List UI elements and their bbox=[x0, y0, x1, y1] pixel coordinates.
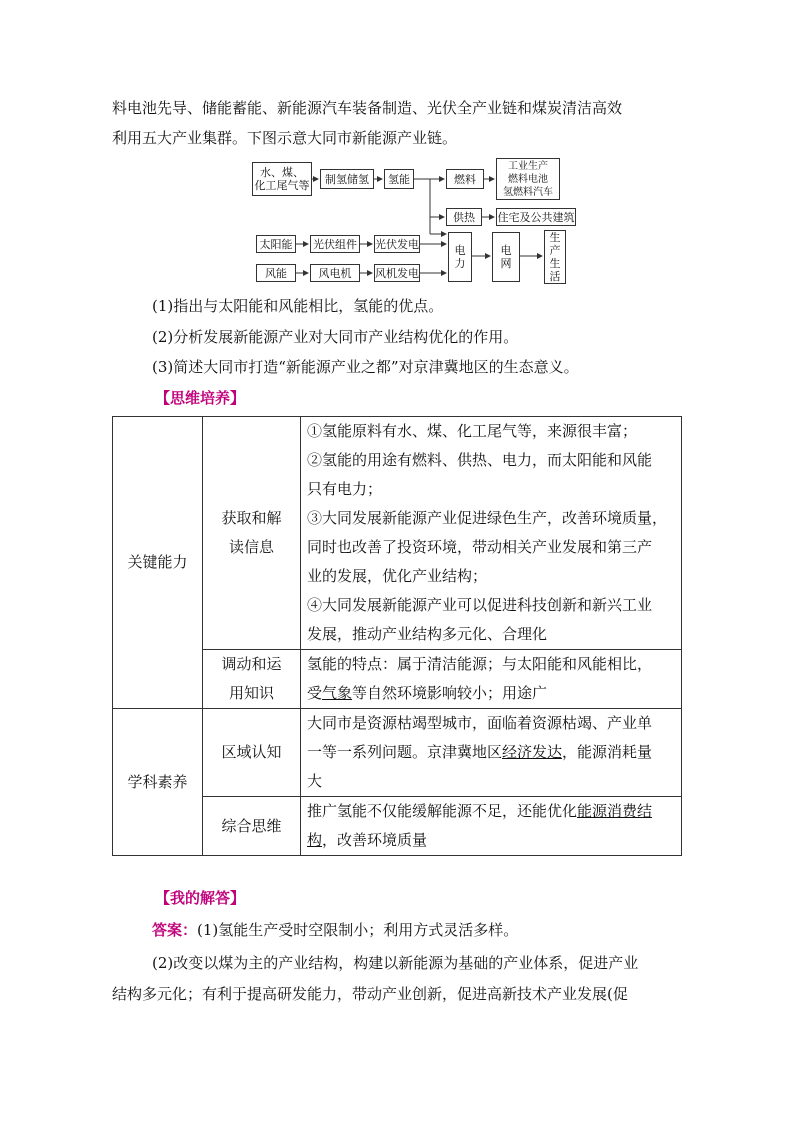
pv-module-box: 光伏组件 bbox=[310, 235, 360, 253]
intro-line-2: 利用五大产业集群。下图示意大同市新能源产业链。 bbox=[112, 129, 458, 147]
pv-power-box: 光伏发电 bbox=[374, 235, 420, 253]
source-box: 水、煤、 化工尾气等 bbox=[252, 162, 312, 196]
energy-chain-diagram bbox=[250, 156, 600, 286]
fuel-box: 燃料 bbox=[446, 169, 484, 189]
cell-acquire: 获取和解 读信息 bbox=[203, 417, 301, 650]
cell-integrated-content: 推广氢能不仅能缓解能源不足，还能优化能源消费结 构，改善环境质量 bbox=[301, 797, 682, 856]
answer-2-line-2: 结构多元化；有利于提高研发能力，带动产业创新，促进高新技术产业发展(促 bbox=[112, 985, 628, 1003]
heat-box: 供热 bbox=[446, 208, 482, 226]
row-key-ability: 关键能力 bbox=[113, 417, 203, 709]
answer-1: 答案：(1)氢能生产受时空限制小；利用方式灵活多样。 bbox=[152, 921, 519, 939]
answer-2-line-1: (2)改变以煤为主的产业结构，构建以新能源为基础的产业体系，促进产业 bbox=[152, 954, 639, 972]
hydrogen-box: 氢能 bbox=[384, 169, 414, 189]
answer-label: 答案： bbox=[152, 921, 198, 939]
heat-use-box: 住宅及公共建筑 bbox=[496, 208, 576, 226]
solar-box: 太阳能 bbox=[256, 235, 296, 253]
section-thinking-heading: 【思维培养】 bbox=[155, 389, 246, 407]
cell-regional: 区域认知 bbox=[203, 709, 301, 797]
cell-integrated: 综合思维 bbox=[203, 797, 301, 856]
intro-line-1: 料电池先导、储能蓄能、新能源汽车装备制造、光伏全产业链和煤炭清洁高效 bbox=[112, 99, 623, 117]
row-subject-literacy: 学科素养 bbox=[113, 709, 203, 856]
cell-acquire-content: ①氢能原料有水、煤、化工尾气等，来源很丰富； ②氢能的用途有燃料、供热、电力，而太阳能和风能 只有电力； ③大同发展新能源产业促进绿色生产，改善环境质量， 同时也改善了投资环境，带动相关产业发展和第三产 业的发展，优化产业结构； ④大同发展新能源产业可以促进科技创新和新兴工业 发展，推动产业结构多元化、合理化 bbox=[301, 417, 682, 650]
grid-box: 电 网 bbox=[492, 232, 520, 282]
section-answer-heading: 【我的解答】 bbox=[155, 889, 246, 907]
cell-regional-content: 大同市是资源枯竭型城市，面临着资源枯竭、产业单 一等一系列问题。京津冀地区经济发达，能源消耗量 大 bbox=[301, 709, 682, 797]
analysis-table bbox=[112, 416, 682, 856]
wind-turbine-box: 风电机 bbox=[310, 264, 360, 282]
wind-box: 风能 bbox=[256, 264, 296, 282]
question-3: (3)简述大同市打造“新能源产业之都”对京津冀地区的生态意义。 bbox=[152, 358, 579, 376]
question-2: (2)分析发展新能源产业对大同市产业结构优化的作用。 bbox=[152, 328, 519, 346]
power-box: 电 力 bbox=[448, 232, 472, 282]
h2-production-box: 制氢储氢 bbox=[320, 169, 374, 189]
cell-mobilize: 调动和运 用知识 bbox=[203, 650, 301, 709]
question-1: (1)指出与太阳能和风能相比，氢能的优点。 bbox=[152, 297, 444, 315]
wind-power-box: 风机发电 bbox=[374, 264, 420, 282]
cell-mobilize-content: 氢能的特点：属于清洁能源；与太阳能和风能相比， 受气象等自然环境影响较小；用途广 bbox=[301, 650, 682, 709]
life-box: 生 产 生 活 bbox=[544, 230, 566, 284]
fuel-uses-box: 工业生产 燃料电池 氢燃料汽车 bbox=[496, 158, 560, 200]
